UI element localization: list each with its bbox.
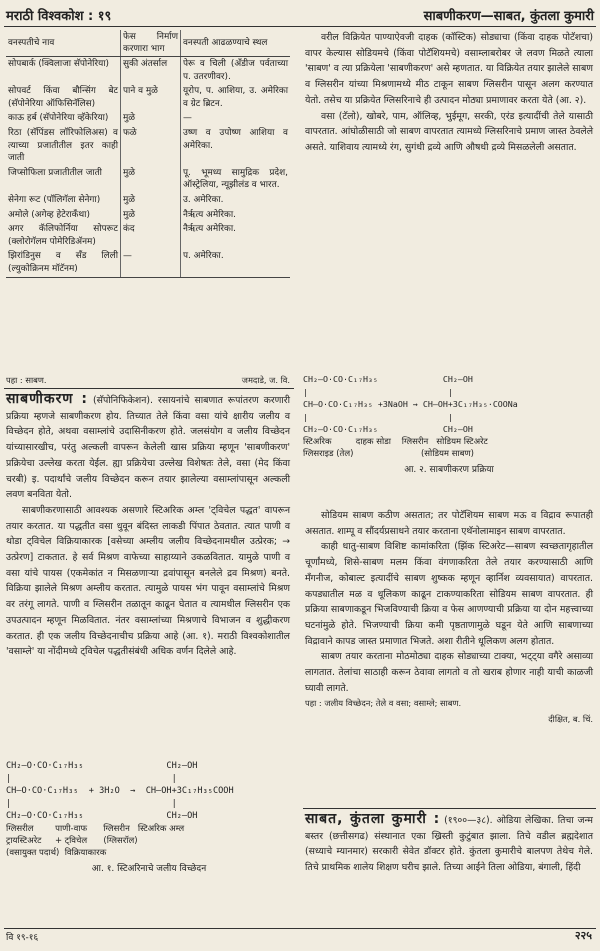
plant-name-cell: सोपबार्क (क्विलाजा सॅपोनेरिया) <box>8 59 109 69</box>
plant-name-cell: जिप्सोफिला प्रजातीतील जाती <box>8 167 102 178</box>
figure-2-caption: आ. २. साबणीकरण प्रक्रिया <box>404 464 494 475</box>
table-header-part: फेस निर्माण करणारा भाग <box>121 30 181 57</box>
plants-table <box>6 30 290 278</box>
plant-location-cell: नैर्ऋत्य अमेरिका. <box>181 208 291 223</box>
running-header-right: साबणीकरण—साबत, कुंतला कुमारी <box>423 9 594 24</box>
author-1: जमदाडे, ज. वि. <box>241 375 290 385</box>
plant-part-cell: मुळे <box>121 208 181 223</box>
table-row <box>6 193 290 208</box>
equation-2-labels: स्टिअरिक दाहक सोडा ग्लिसरीन सोडियम स्टिअरेट ग्लिसराइड (तेल) (सोडियम साबण) <box>303 436 488 459</box>
see-also-row <box>6 373 290 389</box>
plant-location-cell: प. अमेरिका. <box>181 249 291 277</box>
plant-location-cell: नैर्ऋत्य अमेरिका. <box>181 222 291 249</box>
plant-name-cell: अमोले (अगेव्ह हेटेराकँथा) <box>8 209 90 220</box>
table-header-name: वनस्पतीचे नाव <box>6 30 121 57</box>
header-rule <box>4 26 596 27</box>
figure-1-caption: आ. १. स्टिअरिनाचे जलीय विच्छेदन <box>91 863 207 874</box>
see-also-2: पहा : जलीय विच्छेदन; तेले व वसा; वसाम्ले; साबण. <box>305 698 462 709</box>
table-header-location: वनस्पती आढळण्याचे स्थल <box>181 30 291 57</box>
equation-line: CH–O·CO·C₁₇H₃₅ +3NaOH → CH–OH+3C₁₇H₃₅·COONa <box>303 399 518 409</box>
equation-line: | | <box>6 773 177 784</box>
plant-location-cell: पू. भूमध्य सामुद्रिक प्रदेश, ऑस्ट्रेलिया, न्यूझीलंड व भारत. <box>181 166 291 193</box>
article-kuntala-kumari <box>305 812 593 876</box>
article-title: साबणीकरण : <box>6 391 88 407</box>
plant-part-cell: कंद <box>121 222 181 249</box>
figure-1 <box>6 760 292 880</box>
plant-location-cell: पेरू व चिली (अँडीज पर्वताच्या प. उतरणीवर). <box>181 57 291 85</box>
table-row <box>6 126 290 166</box>
equation-line: CH₂–O·CO·C₁₇H₃₅ CH₂–OH <box>6 761 198 771</box>
plant-name-cell: काऊ हर्ब (सॅपोनेरिया व्हॅकेरिया) <box>8 113 109 124</box>
running-header-left: मराठी विश्वकोश : १९ <box>6 9 112 24</box>
article-saponification <box>6 392 290 660</box>
page-number: २२५ <box>574 929 592 942</box>
plants-table-block <box>6 30 290 278</box>
plant-name-cell: अगर कॅलिफोर्निया सोपरूट (क्लोरोगॅलम पोमेरिडिॲनम) <box>8 224 118 247</box>
plant-part-cell: सुकी अंतर्साल <box>121 57 181 85</box>
equation-1-labels: ग्लिसरील पाणी-वाफ ग्लिसरीन स्टिअरिक अम्ल ट्रायस्टिअरेट + ट्विचेल (ग्लिसरॉल) (वसायुक्त पदार्थ) विक्रियाकारक <box>6 823 185 858</box>
author-2: दीक्षित, ब. चिं. <box>548 714 593 725</box>
plant-name-cell: झिरांडिनुस व सँड लिली (ल्युकोक्रिनम मॉटॅनम) <box>6 249 121 277</box>
footer-signature: वि १९-१६ <box>6 933 39 943</box>
table-row <box>6 208 290 223</box>
equation-line: CH–O·CO·C₁₇H₃₅ + 3H₂O → CH–OH+3C₁₇H₃₅COOH <box>6 786 234 796</box>
plant-name-cell: सोपवर्ट किंवा बौन्सिंग बेट (सॅपोनेरिया ऑफिसिनॅलिस) <box>8 86 118 109</box>
paragraph-metal-soaps: काही धातु-साबण विशिष्ट कामांकरिता (झिंक स्टिअरेट—साबण स्वच्छतागृहातील चूर्णांमध्ये, शिसे-साबण मलम किंवा वंगणाकरिता तेले तयार करण्यासाठी आणि मँगनीज, कोबाल्ट इत्यादींचे साबण शुष्कक म्हणून व्हार्निश व्यवसायात) वापरतात. कपड्यातील मळ व धूलिकण काढून टाकण्याकरिता सोडियम साबण वापरतात. ही प्रक्रिया साबणाकडून भिजविण्याची क्रिया व फेस आणण्याची प्रक्रिया या दोन महत्त्वाच्या घटनांमुळे होते. भिजण्याची क्रिया कमी पृष्ठताणामुळे घडून येते आणि साबणाच्या विद्रावाने कापड जास्त प्रमाणात भिजते. अशा रीतीने धूलिकण अलग होतात. <box>305 541 593 647</box>
see-also: पहा : साबण. <box>6 375 47 385</box>
paragraph-sodium-soap: सोडियम साबण कठीण असतात; तर पोटॅशियम साबण मऊ व विद्राव रूपातही असतात. शाम्पू व सौंदर्यप्रसाधने तयार करताना एथॅनोलामाइन साबण वापरतात. <box>305 510 593 537</box>
plant-part-cell: मुळे <box>121 166 181 193</box>
plant-part-cell: मुळे <box>121 193 181 208</box>
equation-line: CH₂–O·CO·C₁₇H₃₅ CH₂–OH <box>6 811 198 821</box>
plant-location-cell: उष्ण व उपोष्ण आशिया व अमेरिका. <box>181 126 291 166</box>
equation-line: CH₂–O·CO·C₁₇H₃₅ CH₂–OH <box>303 424 473 434</box>
figure-2 <box>303 373 595 481</box>
plant-location-cell: उ. अमेरिका. <box>181 193 291 208</box>
table-row <box>6 111 290 126</box>
equation-2 <box>303 373 595 436</box>
section-rule <box>4 388 294 389</box>
article-intro: (सॅपोनिफिकेशन). रसायनांचे साबणात रूपांतरण करणारी प्रक्रिया म्हणजे साबणीकरण होय. तिच्यात तेले किंवा वसा यांचे क्षारीय जलीय व विच्छेदन होते, अथवा वसाम्लांचे उदासिनीकरण होते. जलसंयोग व जलीय विच्छेदन यांच्यासारखीच, परंतु अल्कली वापरून केलेली खास प्रक्रिया म्हणून 'साबणीकरण' प्रक्रियेचा उल्लेख करता येईल. ह्या प्रक्रियेचा उल्लेख विशेषतः तेले, वसा (मेद किंवा चरबी) इ. पदार्थांचे जलीय विच्छेदन करून तयार झालेल्या वसाम्लांपासून अल्कली लवण बनविता येतो. <box>6 395 290 501</box>
plant-part-cell: — <box>121 249 181 277</box>
equation-line: | | <box>303 411 453 422</box>
equation-line: CH₂–O·CO·C₁₇H₃₅ CH₂–OH <box>303 374 473 384</box>
paragraph-saponification-definition: वरील विक्रियेत पाण्याऐवजी दाहक (कॉस्टिक) सोड्याचा (किंवा दाहक पोटॅशचा) वापर केल्यास सोडियमचे (किंवा पोटॅशियमचे) वसाम्लाबरोबर जे लवण मिळते त्याला 'साबण' व त्या प्रक्रियेला 'साबणीकरण' असे म्हणतात. या विक्रियेत तयार झालेले साबण व ग्लिसरीन यांच्या मिश्रणामध्ये मीठ टाकून साबण ग्लिसरीन पासून अलग करण्यात येतो. तसेच या प्रक्रियेत ग्लिसरिनाचे ही उत्पादन मोठ्या प्रमाणावर करता येते (आ. २). <box>305 32 593 106</box>
right-column-top <box>305 30 593 156</box>
equation-line: | | <box>303 386 453 397</box>
table-body <box>6 57 290 278</box>
plant-name-cell: सेनेगा रूट (पॉलिगॅला सेनेगा) <box>8 194 101 205</box>
right-column-middle <box>305 508 593 728</box>
equation-1 <box>6 760 292 823</box>
article-paragraph-2: साबणीकरणासाठी आवश्यक असणारे स्टिअरिक अम्ल 'ट्विचेल पद्धत' वापरून तयार करतात. या पद्धतीत वसा धुवून बंदिस्त लाकडी पिंपात ठेवतात. त्यात पाणी व थोडा ट्विचेल विक्रियाकारक [वसेच्या अम्लीय जलीय विच्छेदनामधील उत्प्रेरक; → उत्प्रेरण] टाकतात. हे सर्व मिश्रण वाफेच्या साहाय्याने उकळवितात. यामुळे पाणी व वसा यांचे पायस (एकमेकांत न मिसळणाऱ्या द्रवांपासून बनलेले द्रव मिश्रण) बनते. विक्रिया झालेले मिश्रण अम्लीय करतात. त्यामुळे पायस भंग पावून वसाम्लांचे मिश्रण वर तरंगू लागते. पाणी व ग्लिसरीन तळातून काढून घेतात व त्यामधील ग्लिसरीन एक उपउत्पादन म्हणून मिळवितात. नंतर वसाम्लांच्या मिश्रणाचे विभाजन व शुद्धीकरण करतात. ही एक जलीय विच्छेदनाचीच प्रक्रिया आहे (आ. १). मराठी विश्वकोशातील 'वसाम्ले' या नोंदीमध्ये ट्विचेल पद्धतीसंबंधी अधिक वर्णन दिलेले आहे. <box>6 504 290 658</box>
equation-line: | | <box>6 798 177 809</box>
table-row <box>6 222 290 249</box>
article-2-text: (१९००—३८). ओडिया लेखिका. तिचा जन्म बस्तर (छत्तीसगढ) संस्थानात एका ख्रिस्ती कुटुंबात झाला. तिचे वडील ब्रह्मदेशात (सध्याचे म्यानमार) सरकारी सेवेत डॉक्टर होते. कुंतला कुमारीचे बालपण तेथेच गेले. तिचे प्राथमिक शालेय शिक्षण घरीच झाले. तिच्या आईने तिला ओडिया, बंगाली, हिंदी <box>305 815 593 874</box>
article-2-title: साबत, कुंतला कुमारी : <box>305 811 441 827</box>
plant-part-cell: पाने व मुळे <box>121 84 181 111</box>
plant-name-cell: रिठा (सॅपिंडस लॉरिफोलिअस) व त्याच्या प्रजातीतील इतर काही जाती <box>8 127 118 164</box>
table-row <box>6 57 290 85</box>
table-row <box>6 249 290 277</box>
plant-location-cell: यूरोप, प. आशिया, उ. अमेरिका व ग्रेट ब्रिटन. <box>181 84 291 111</box>
plant-part-cell: मुळे <box>121 111 181 126</box>
table-row <box>6 166 290 193</box>
section-rule-2 <box>303 808 596 809</box>
paragraph-oils-used: वसा (टॅलो), खोबरे, पाम, ऑलिव्ह, भुईमूग, सरकी, एरंड इत्यादींची तेले यासाठी वापरतात. आंघोळीसाठी जो साबण वापरतात त्यामध्ये ग्लिसरिनाचे प्रमाण जास्त ठेवलेले असते. याशिवाय त्यामध्ये रंग, सुगंधी द्रव्ये आणि औषधी द्रव्ये मिसळलेली असतात. <box>305 110 593 153</box>
footer-rule <box>4 928 596 929</box>
plant-part-cell: फळे <box>121 126 181 166</box>
paragraph-manufacture: साबण तयार करताना मोठमोठ्या दाहक सोड्याच्या टाक्या, भट्ट्या वगैरे असाव्या लागतात. तेलांचा साठाही करून ठेवावा लागतो व तो खराब होणार नाही याची काळजी घ्यावी लागते. <box>305 651 593 694</box>
plant-location-cell: — <box>181 111 291 126</box>
table-row <box>6 84 290 111</box>
